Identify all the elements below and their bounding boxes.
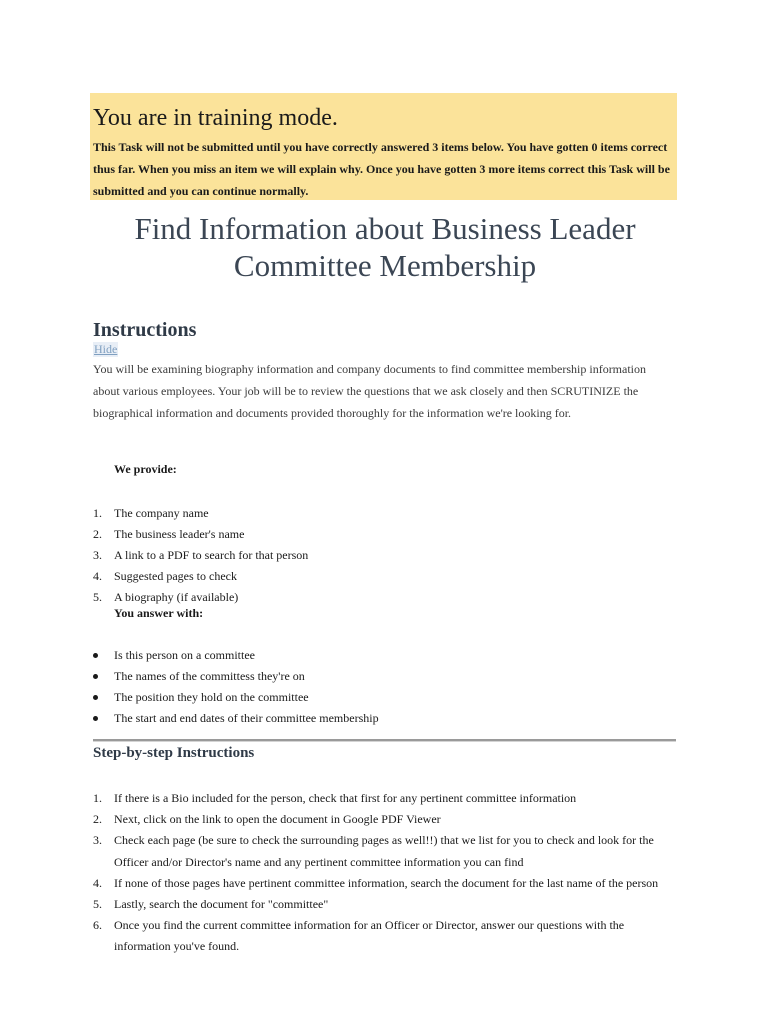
list-item: 6. Once you find the current committee information for an Officer or Director, answer our questions with the information you've found. <box>93 918 625 954</box>
steps-heading: Step-by-step Instructions <box>93 745 255 761</box>
page-title: Find Information about Business Leader Committee Membership <box>134 211 636 283</box>
training-mode-title: You are in training mode. <box>93 105 338 131</box>
bullet-icon <box>93 674 98 679</box>
instructions-heading: Instructions <box>93 319 197 341</box>
we-provide-label: We provide: <box>114 462 177 476</box>
bullet-icon <box>93 695 98 700</box>
list-item: 4. Suggested pages to check <box>93 569 237 583</box>
list-item: 3. Check each page (be sure to check the surrounding pages as well!!) that we list for you to check and look for the Officer and/or Director's name and any pertinent committee information you can find <box>93 833 654 869</box>
hide-instructions-link[interactable]: Hide <box>94 342 118 356</box>
training-mode-message: This Task will not be submitted until you have correctly answered 3 items below. You have gotten 0 items correct thus far. When you miss an item we will explain why. Once you have gotten 3 more items correct this Task will be submitted and you can continue normally. <box>93 140 670 198</box>
instructions-intro: You will be examining biography information and company documents to find committee membership information about various employees. Your job will be to review the questions that we ask closely and then SCRUTINIZE the biographical information and documents provided thoroughly for the information we're looking for. <box>93 362 647 420</box>
list-item: 2. Next, click on the link to open the document in Google PDF Viewer <box>93 812 441 827</box>
list-item: 5. A biography (if available) <box>93 590 239 604</box>
bullet-icon <box>93 716 98 721</box>
you-answer-with-label: You answer with: <box>114 606 204 620</box>
list-item: 1. The company name <box>93 506 209 520</box>
provide-list <box>93 503 308 608</box>
list-item: The start and end dates of their committee membership <box>93 708 379 729</box>
list-item: 3. A link to a PDF to search for that person <box>93 548 309 562</box>
bullet-icon <box>93 653 98 658</box>
list-item: 2. The business leader's name <box>93 527 245 541</box>
list-item: The position they hold on the committee <box>93 687 379 708</box>
list-item: Is this person on a committee <box>93 645 379 666</box>
list-item: 5. Lastly, search the document for "committee" <box>93 897 329 912</box>
list-item: 1. If there is a Bio included for the person, check that first for any pertinent committee information <box>93 791 577 805</box>
answer-list <box>93 645 379 729</box>
section-divider <box>93 739 676 742</box>
training-mode-banner <box>90 93 677 200</box>
list-item: The names of the committess they're on <box>93 666 379 687</box>
list-item: 4. If none of those pages have pertinent committee information, search the document for the last name of the person <box>93 875 659 890</box>
steps-list <box>93 788 668 958</box>
